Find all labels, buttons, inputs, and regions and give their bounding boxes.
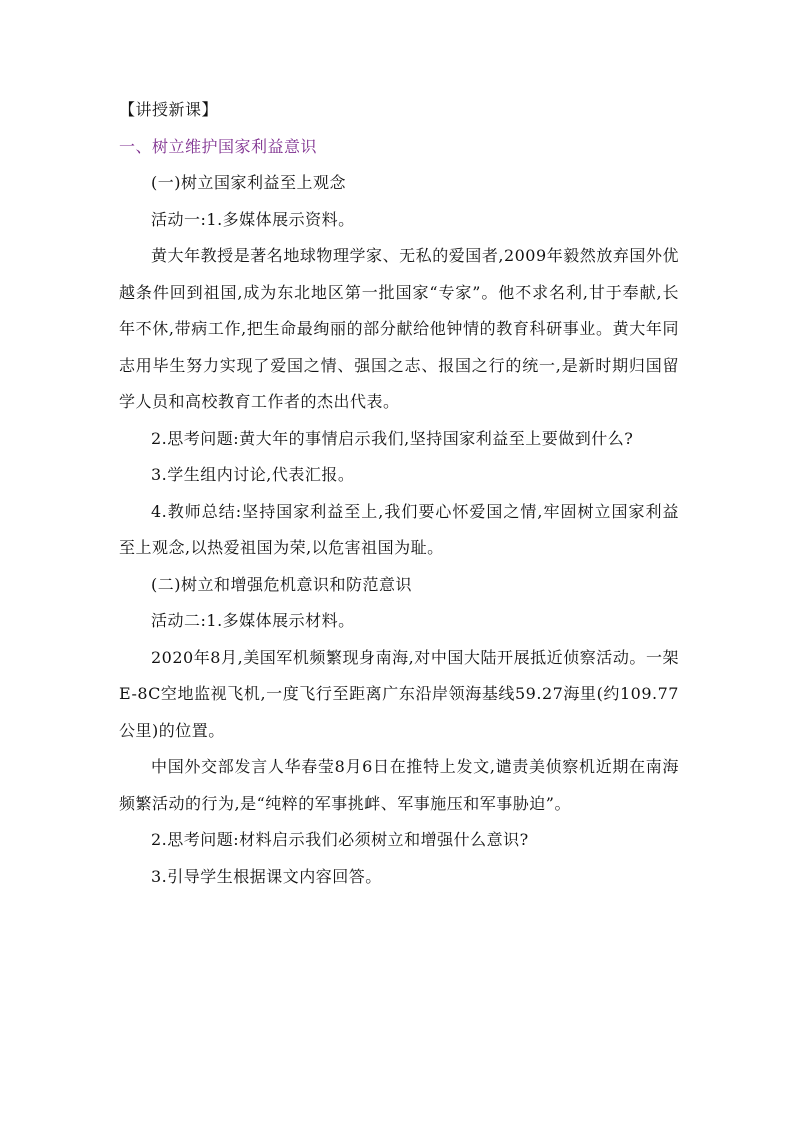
paragraph-huang-danian: 黄大年教授是著名地球物理学家、无私的爱国者,2009年毅然放弃国外优越条件回到祖国,成为东北地区第一批国家“专家”。他不求名利,甘于奉献,长年不休,带病工作,把生命最绚丽的部分献给他钟情的教育科研事业。黄大年同志用毕生努力实现了爱国之情、强国之志、报国之行的统一,是新时期归国留学人员和高校教育工作者的杰出代表。 [119, 246, 679, 411]
activity-one-step-3: 3.学生组内讨论,代表汇报。 [151, 465, 355, 484]
paragraph-foreign-ministry: 中国外交部发言人华春莹8月6日在推特上发文,谴责美侦察机近期在南海频繁活动的行为,是“纯粹的军事挑衅、军事施压和军事胁迫”。 [119, 757, 679, 813]
activity-one-step-2: 2.思考问题:黄大年的事情启示我们,坚持国家利益至上要做到什么? [151, 428, 634, 448]
activity-two-step-3: 3.引导学生根据课文内容回答。 [151, 866, 382, 886]
subheading-national-interest-first: (一)树立国家利益至上观念 [151, 173, 346, 192]
section-label: 【讲授新课】 [119, 100, 219, 119]
paragraph-south-china-sea: 2020年8月,美国军机频繁现身南海,对中国大陆开展抵近侦察活动。一架E-8C空地监视飞机,一度飞行至距离广东沿岸领海基线59.27海里(约109.77公里)的位置。 [119, 647, 679, 740]
activity-two-step-2: 2.思考问题:材料启示我们必须树立和增强什么意识? [151, 830, 529, 849]
activity-two-step-1: 活动二:1.多媒体展示材料。 [151, 611, 355, 630]
activity-one-step-1: 活动一:1.多媒体展示资料。 [151, 209, 355, 229]
lesson-content [119, 92, 679, 895]
subheading-crisis-awareness: (二)树立和增强危机意识和防范意识 [151, 574, 412, 594]
heading-national-interest-awareness: 一、树立维护国家利益意识 [119, 136, 318, 156]
activity-one-step-4: 4.教师总结:坚持国家利益至上,我们要心怀爱国之情,牢固树立国家利益至上观念,以热爱祖国为荣,以危害祖国为耻。 [119, 501, 679, 557]
